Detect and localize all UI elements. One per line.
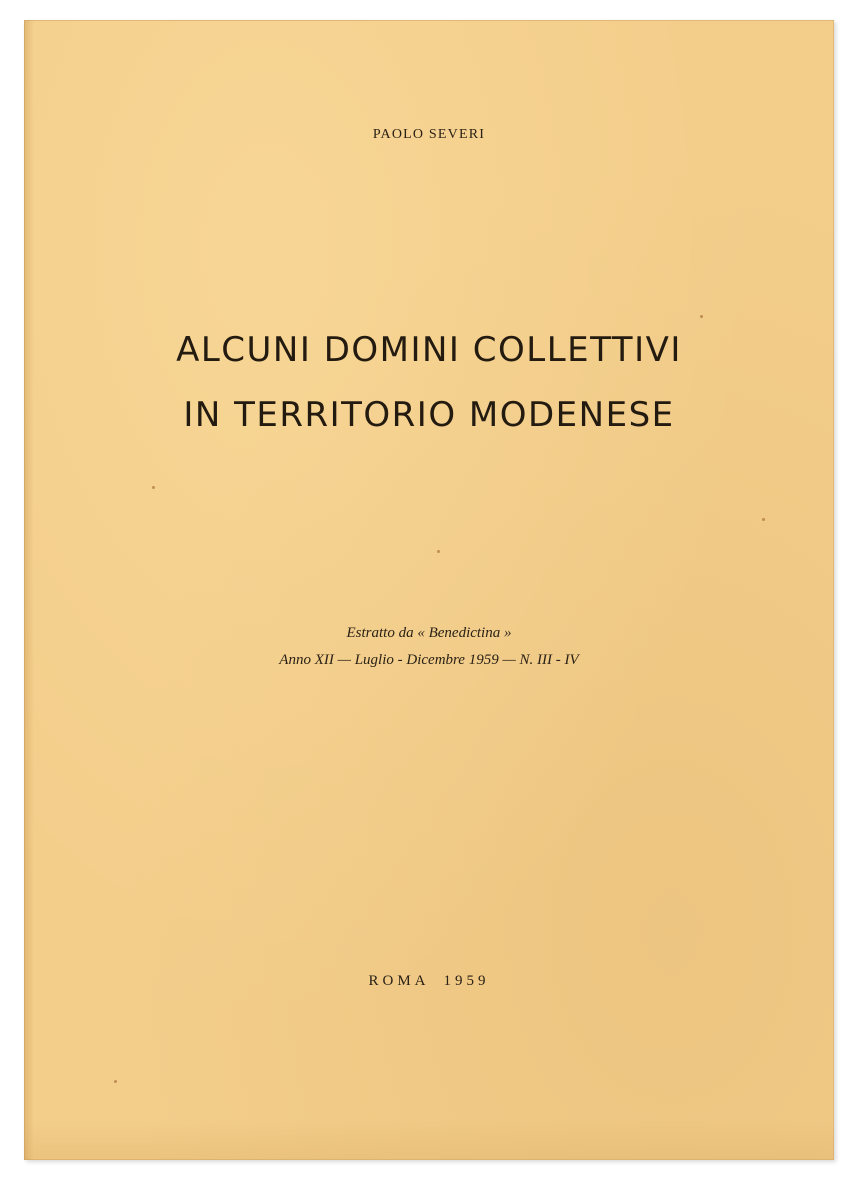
paper-speck: [114, 1080, 117, 1083]
issue-info: Anno XII — Luglio - Dicembre 1959 — N. III - IV: [279, 652, 579, 668]
imprint-year: 1959: [443, 973, 490, 989]
paper-speck: [152, 486, 155, 489]
title-line-2: IN TERRITORIO MODENESE: [183, 395, 675, 435]
imprint: [24, 973, 834, 990]
book-cover: [24, 20, 834, 1160]
title-line-1: ALCUNI DOMINI COLLETTIVI: [176, 330, 682, 370]
cover-bottom-edge: [24, 1120, 834, 1160]
paper-speck: [700, 315, 703, 318]
extract-note: Estratto da « Benedictina »: [346, 625, 512, 641]
author-name: PAOLO SEVERI: [372, 127, 486, 142]
paper-speck: [762, 518, 765, 521]
paper-speck: [437, 550, 440, 553]
imprint-place: ROMA: [368, 973, 430, 989]
